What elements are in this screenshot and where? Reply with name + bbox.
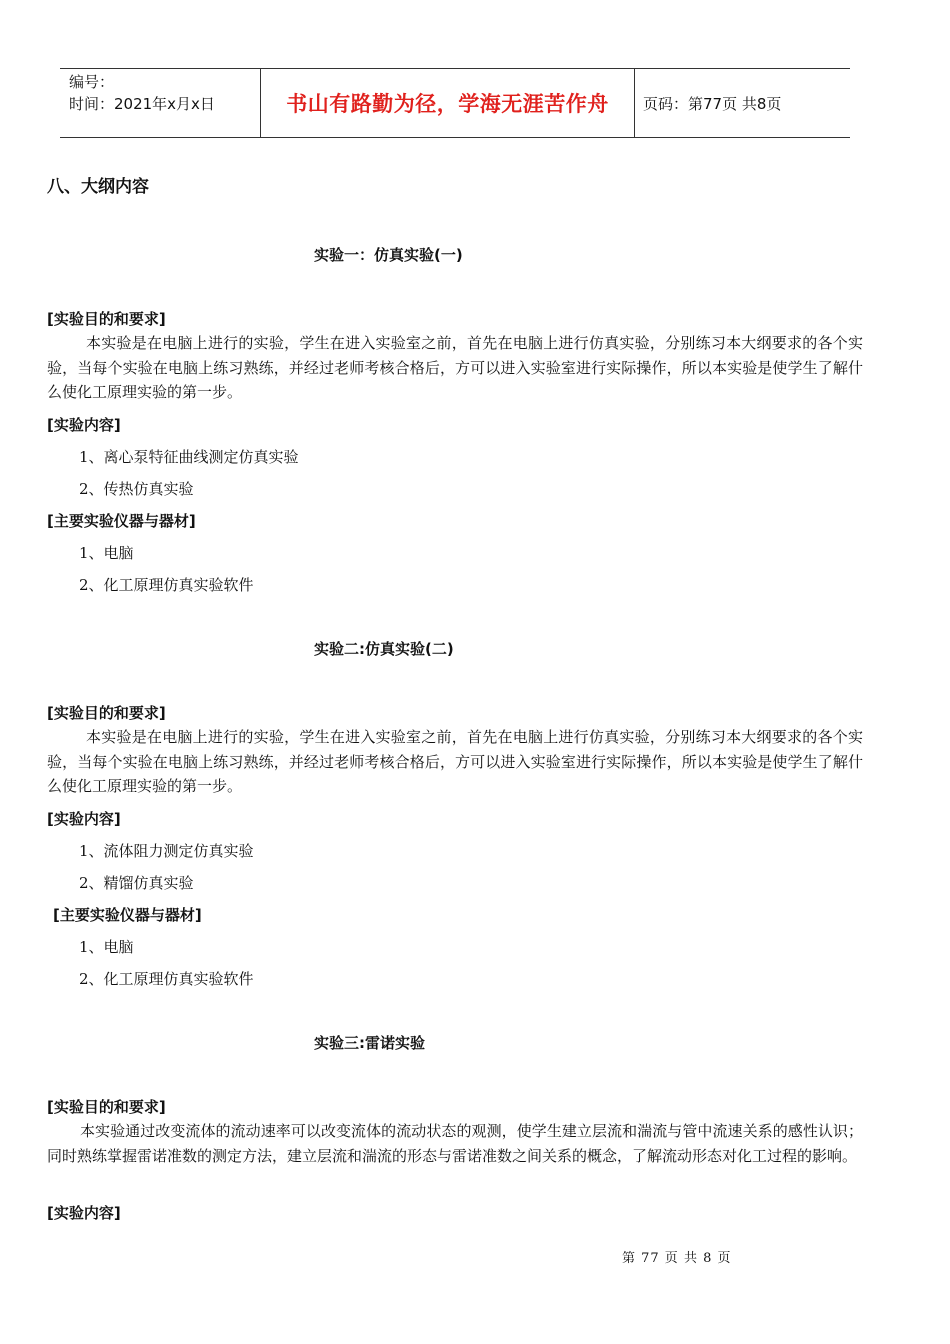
experiment-2-title: 实验二:仿真实验(二) [314, 640, 454, 658]
experiment-2-equipment-item: 2、化工原理仿真实验软件 [79, 970, 254, 988]
experiment-1-title: 实验一：仿真实验(一) [314, 246, 463, 264]
experiment-1-equipment-item: 2、化工原理仿真实验软件 [79, 576, 254, 594]
experiment-3-purpose-text: 本实验通过改变流体的流动速率可以改变流体的流动状态的观测，使学生建立层流和湍流与管中流速关系的感性认识；同时熟练掌握雷诺准数的测定方法，建立层流和湍流的形态与雷诺准数之间关系的概念，了解流动形态对化工过程的影响。 [47, 1122, 863, 1165]
experiment-1-equipment-item: 1、电脑 [79, 544, 134, 562]
experiment-2-purpose-label: [实验目的和要求] [47, 704, 166, 722]
experiment-1-equipment-label: [主要实验仪器与器材] [47, 512, 196, 530]
experiment-2-content-item: 2、精馏仿真实验 [79, 874, 194, 892]
page-footer: 第 77 页 共 8 页 [622, 1251, 732, 1266]
experiment-2-equipment-label: [主要实验仪器与器材] [53, 906, 202, 924]
experiment-1-purpose-text: 本实验是在电脑上进行的实验，学生在进入实验室之前，首先在电脑上进行仿真实验，分别练习本大纲要求的各个实验，当每个实验在电脑上练习熟练，并经过老师考核合格后，方可以进入实验室进行实际操作，所以本实验是使学生了解什么使化工原理实验的第一步。 [47, 334, 863, 401]
experiment-1-purpose-label: [实验目的和要求] [47, 310, 166, 328]
experiment-3-purpose-label: [实验目的和要求] [47, 1098, 166, 1116]
number-label: 编号： [69, 73, 115, 91]
header-page-label: 页码：第77页 共8页 [643, 94, 782, 113]
experiment-1-content-label: [实验内容] [47, 416, 121, 434]
experiment-2-content-item: 1、流体阻力测定仿真实验 [79, 842, 254, 860]
experiment-1-content-item: 2、传热仿真实验 [79, 480, 194, 498]
header-motto: 书山有路勤为径，学海无涯苦作舟 [261, 69, 635, 137]
header-left-cell [60, 69, 261, 137]
section-title: 八、大纲内容 [47, 177, 149, 197]
experiment-3-title: 实验三:雷诺实验 [314, 1034, 425, 1052]
experiment-3-content-label: [实验内容] [47, 1204, 121, 1222]
experiment-1-content-item: 1、离心泵特征曲线测定仿真实验 [79, 448, 299, 466]
experiment-2-purpose-text: 本实验是在电脑上进行的实验，学生在进入实验室之前，首先在电脑上进行仿真实验，分别练习本大纲要求的各个实验，当每个实验在电脑上练习熟练，并经过老师考核合格后，方可以进入实验室进行实际操作，所以本实验是使学生了解什么使化工原理实验的第一步。 [47, 728, 863, 795]
experiment-2-content-label: [实验内容] [47, 810, 121, 828]
page-header [60, 68, 850, 138]
time-label: 时间：2021年x月x日 [69, 95, 215, 113]
experiment-2-equipment-item: 1、电脑 [79, 938, 134, 956]
